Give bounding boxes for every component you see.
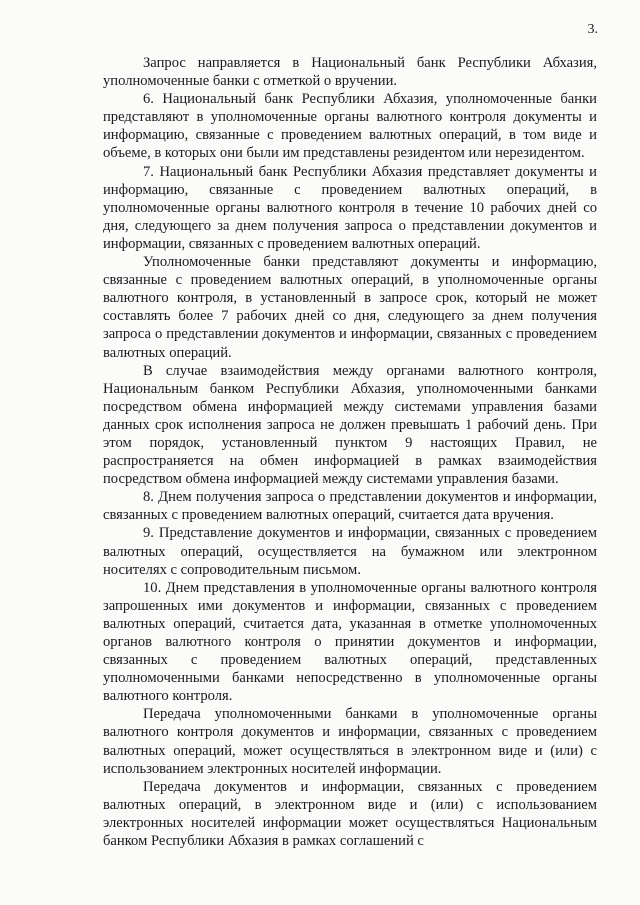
paragraph: 6. Национальный банк Республики Абхазия, уполномоченные банки представляют в уполномоченные органы валютного контроля документы и информацию, связанные с проведением валютных операций, в том виде и объеме, в которых они были им представлены резидентом или нерезидентом. (103, 91, 597, 162)
paragraph: Передача уполномоченными банками в уполномоченные органы валютного контроля документов и информации, связанных с проведением валютных операций, может осуществляться в электронном виде и (или) с использованием электронных носителей информации. (103, 706, 597, 777)
page-number: 3. (587, 22, 598, 37)
document-body (103, 54, 597, 850)
paragraph: 7. Национальный банк Республики Абхазия представляет документы и информацию, связанные с проведением валютных операций, в уполномоченные органы валютного контроля в течение 10 рабочих дней со дня, следующего за днем получения запроса о представлении документов и информации, связанных с проведением валютных операций. (103, 163, 597, 252)
paragraph: Уполномоченные банки представляют документы и информацию, связанные с проведением валютных операций, в уполномоченные органы валютного контроля, в установленный в запросе срок, который не может составлять более 7 рабочих дней со дня, следующего за днем получения запроса о представлении документов и информации, связанных с проведением валютных операций. (103, 254, 597, 361)
paragraph: 10. Днем представления в уполномоченные органы валютного контроля запрошенных ими документов и информации, связанных с проведением валютных операций, считается дата, указанная в отметке уполномоченных органов валютного контроля о принятии документов и информации, связанных с проведением валютных операций, представленных уполномоченными банками непосредственно в уполномоченные органы валютного контроля. (103, 579, 597, 705)
paragraph: 8. Днем получения запроса о представлении документов и информации, связанных с проведением валютных операций, считается дата вручения. (103, 489, 597, 524)
paragraph: Передача документов и информации, связанных с проведением валютных операций, в электронном виде и (или) с использованием электронных носителей информации может осуществляться Национальным банком Республики Абхазия в рамках соглашений с (103, 778, 597, 850)
paragraph: 9. Представление документов и информации, связанных с проведением валютных операций, осуществляется на бумажном или электронном носителях с сопроводительным письмом. (103, 525, 597, 578)
paragraph: В случае взаимодействия между органами валютного контроля, Национальным банком Республики Абхазия, уполномоченными банками посредством обмена информацией между системами управления базами данных срок исполнения запроса не должен превышать 1 рабочий день. При этом порядок, установленный пунктом 9 настоящих Правил, не распространяется на обмен информацией в рамках взаимодействия посредством обмена информацией между системами управления базами. (103, 362, 597, 488)
paragraph: Запрос направляется в Национальный банк Республики Абхазия, уполномоченные банки с отметкой о вручении. (103, 55, 597, 90)
